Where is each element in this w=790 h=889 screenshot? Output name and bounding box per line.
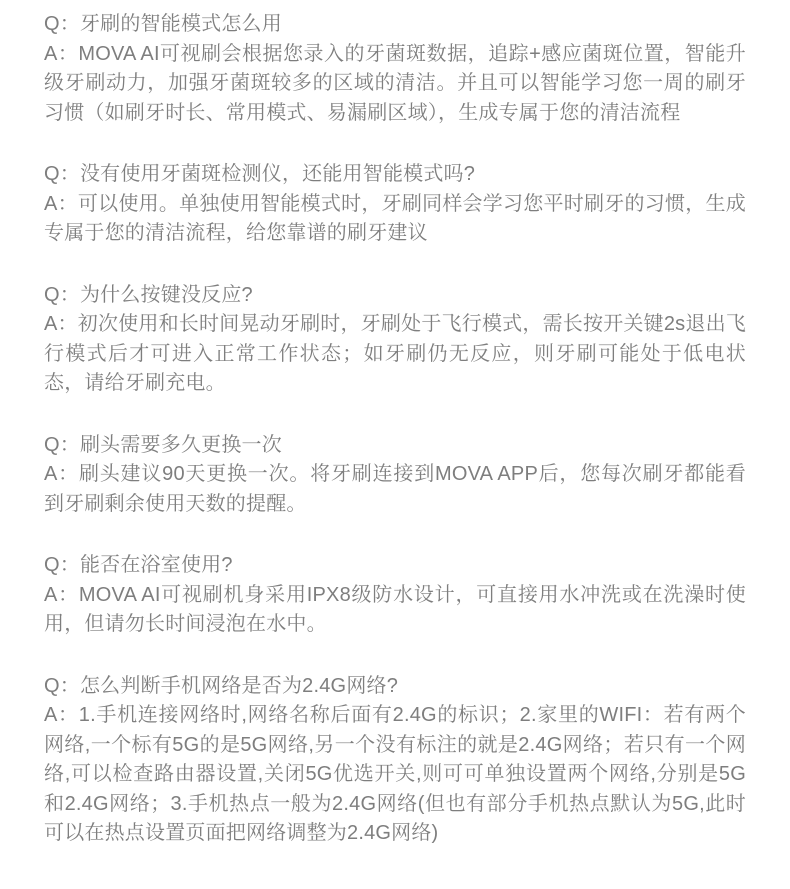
faq-question: Q：怎么判断手机网络是否为2.4G网络?: [44, 674, 399, 697]
faq-item: [44, 672, 746, 849]
faq-question: Q：能否在浴室使用?: [44, 554, 233, 576]
faq-answer: A：1.手机连接网络时,网络名称后面有2.4G的标识；2.家里的WIFI：若有两个网络,一个标有5G的是5G网络,另一个没有标注的就是2.4G网络；若只有一个网络,可以检查路由器设置,关闭5G优选开关,则可可单独设置两个网络,分别是5G和2.4G网络；3.手机热点一般为2.4G网络(但也有部分手机热点默认为5G,此时可以在热点设置页面把网络调整为2.4G网络): [44, 704, 746, 844]
faq-answer: A：可以使用。单独使用智能模式时，牙刷同样会学习您平时刷牙的习惯，生成专属于您的清洁流程，给您靠谱的刷牙建议: [44, 192, 746, 244]
faq-question: Q：为什么按键没反应?: [44, 283, 253, 306]
faq-item: [44, 10, 746, 128]
faq-item: [44, 431, 746, 520]
faq-question: Q：牙刷的智能模式怎么用: [44, 13, 282, 35]
faq-question: Q：刷头需要多久更换一次: [44, 433, 282, 456]
faq-answer: A：刷头建议90天更换一次。将牙刷连接到MOVA APP后，您每次刷牙都能看到牙刷剩余使用天数的提醒。: [44, 463, 746, 515]
faq-answer: A：初次使用和长时间晃动牙刷时，牙刷处于飞行模式，需长按开关键2s退出飞行模式后才可进入正常工作状态；如牙刷仍无反应，则牙刷可能处于低电状态，请给牙刷充电。: [44, 313, 746, 394]
faq-answer: A：MOVA AI可视刷会根据您录入的牙菌斑数据，追踪+感应菌斑位置，智能升级牙刷动力，加强牙菌斑较多的区域的清洁。并且可以智能学习您一周的刷牙习惯（如刷牙时长、常用模式、易漏刷区域），生成专属于您的清洁流程: [44, 42, 746, 124]
faq-item: [44, 160, 746, 249]
faq-item: [44, 281, 746, 399]
faq-question: Q：没有使用牙菌斑检测仪，还能用智能模式吗?: [44, 163, 476, 185]
faq-answer: A：MOVA AI可视刷机身采用IPX8级防水设计，可直接用水冲洗或在洗澡时使用，但请勿长时间浸泡在水中。: [44, 583, 746, 635]
faq-item: [44, 551, 746, 640]
